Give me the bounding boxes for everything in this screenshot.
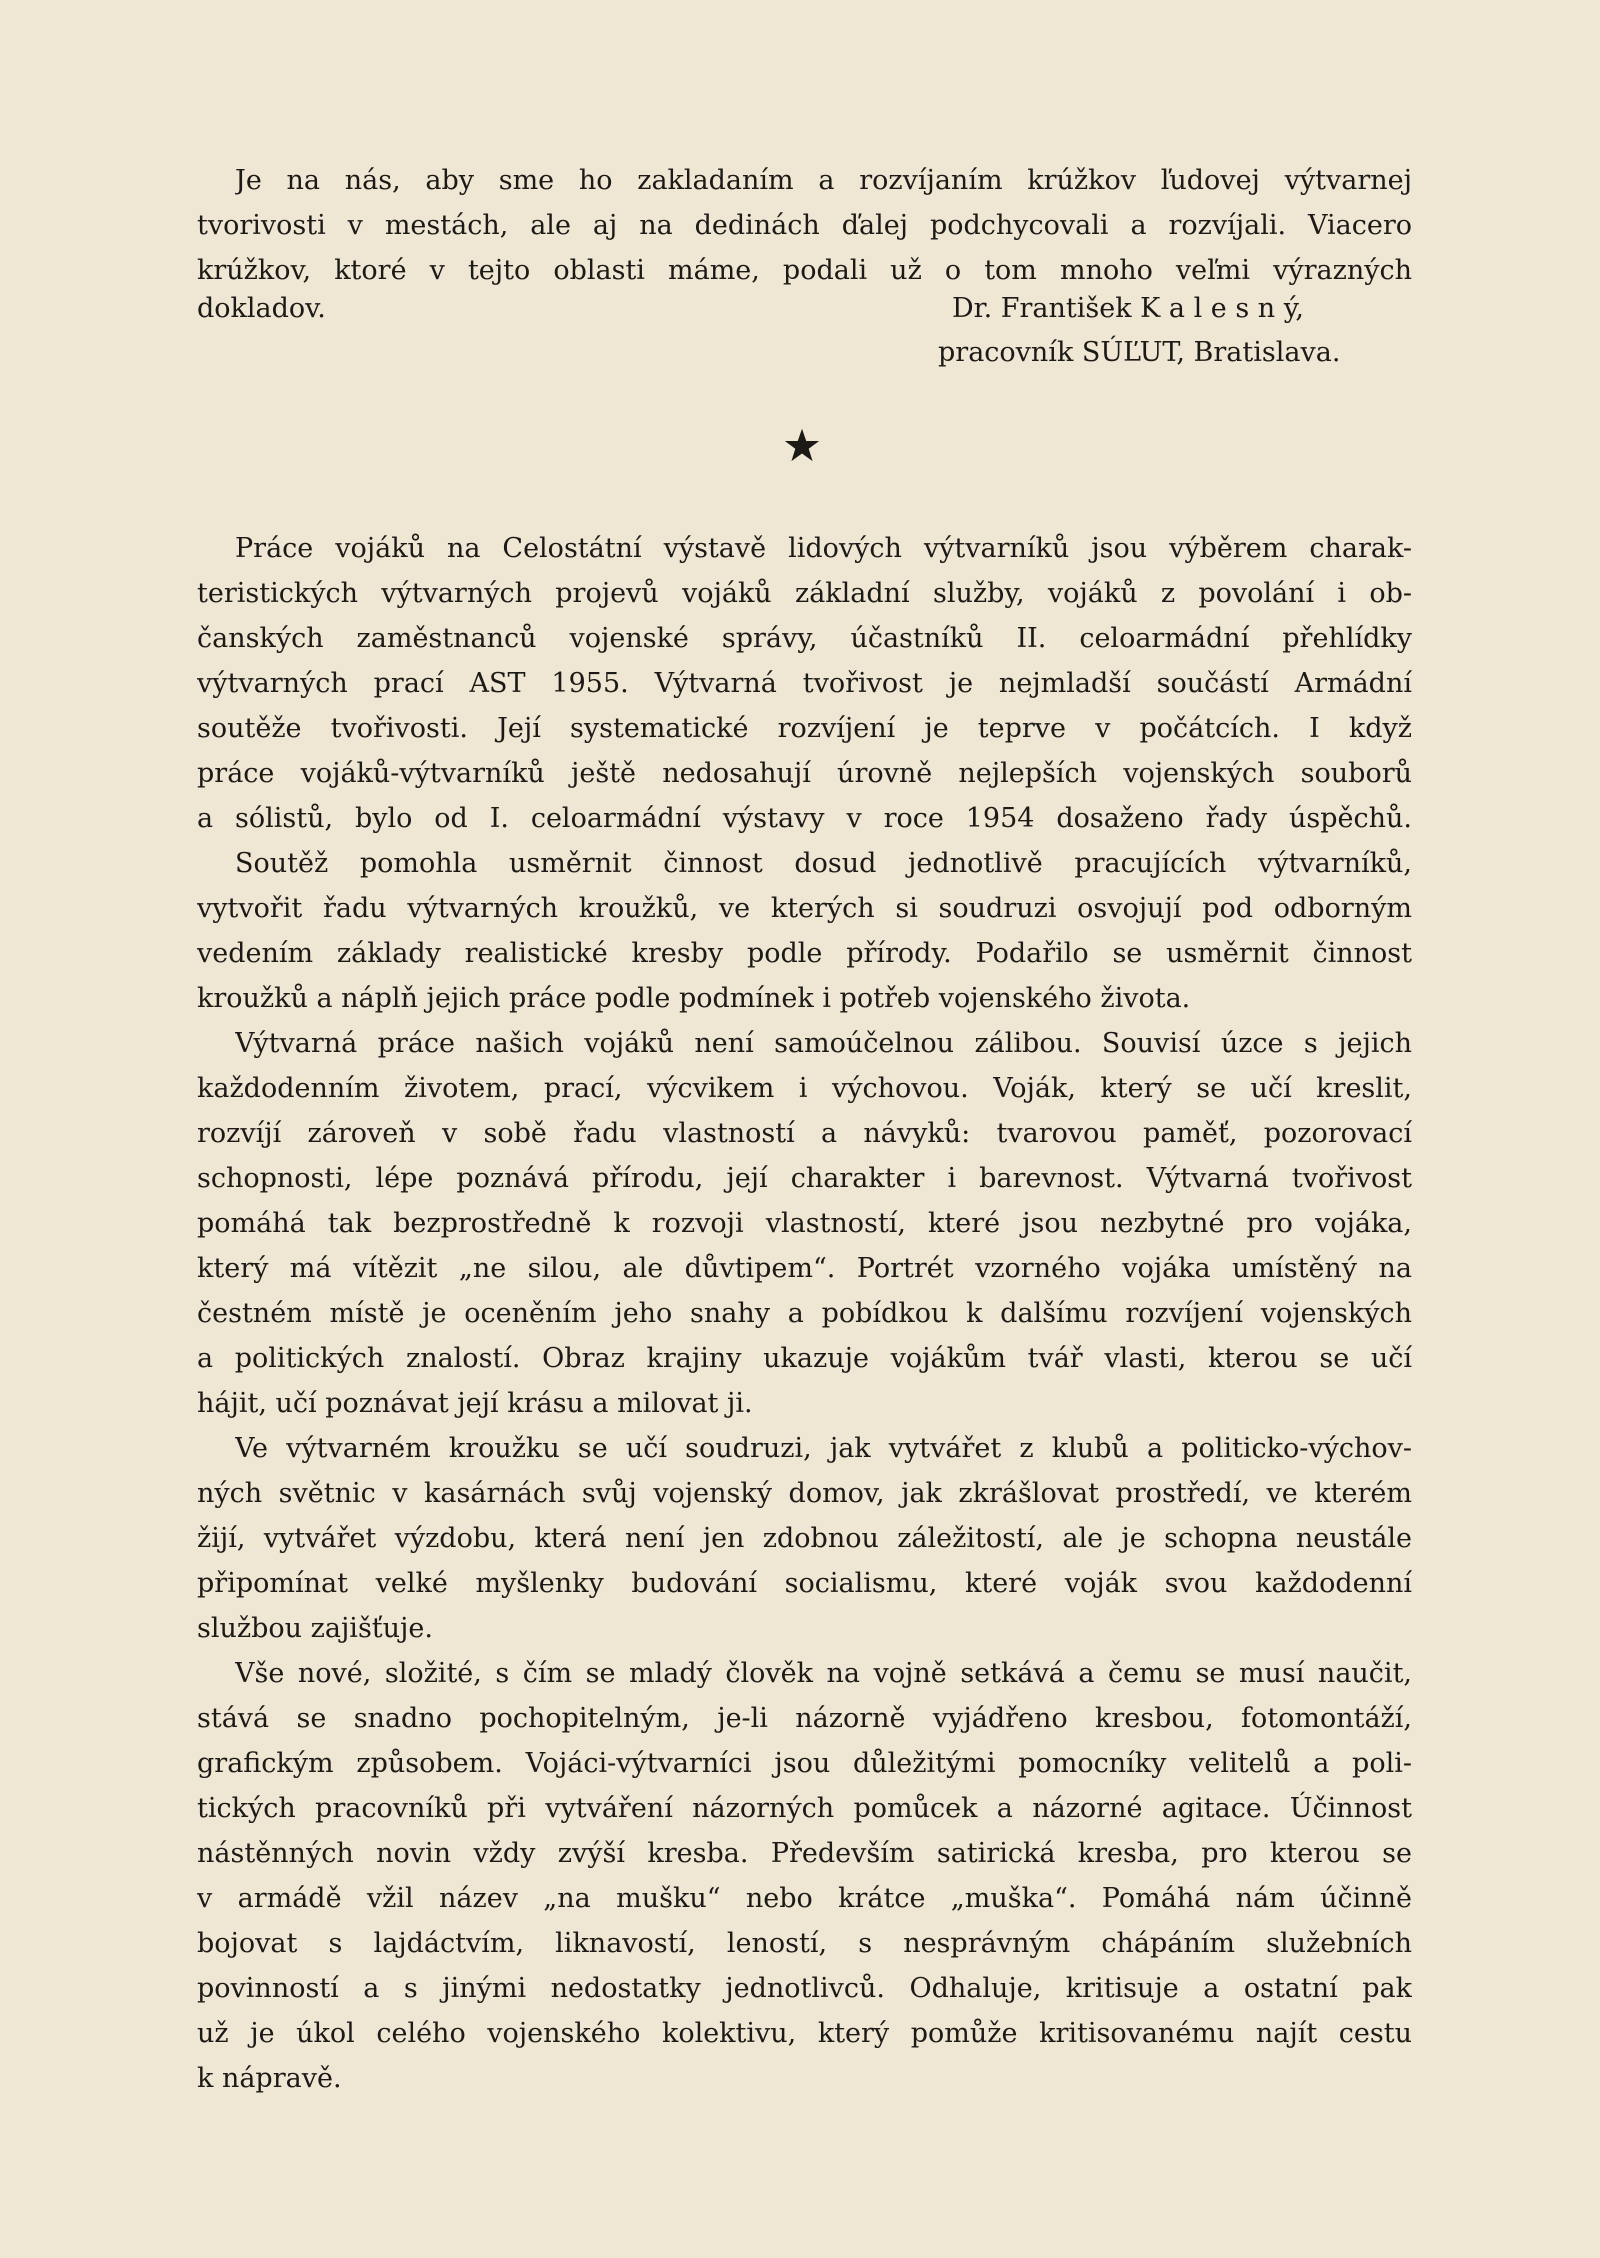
text-line: a sólistů, bylo od I. celoarmádní výstavy v roce 1954 dosaženo řady úspěchů. (197, 803, 1412, 834)
text-line: vedením základy realistické kresby podle přírody. Podařilo se usměrnit činnost (197, 938, 1412, 969)
text-line: připomínat velké myšlenky budování socialismu, které voják svou každodenní (197, 1568, 1412, 1599)
text-line: kroužků a náplň jejich práce podle podmínek i potřeb vojenského života. (197, 983, 1191, 1014)
text-line: službou zajišťuje. (197, 1613, 433, 1644)
star-shape (785, 429, 819, 461)
text-line: nástěnných novin vždy zvýší kresba. Především satirická kresba, pro kterou se (197, 1838, 1412, 1869)
text-line: grafickým způsobem. Vojáci-výtvarníci jsou důležitými pomocníky velitelů a poli- (197, 1748, 1412, 1779)
star-icon (784, 428, 820, 464)
text-line: v armádě vžil název „na mušku“ nebo krátce „muška“. Pomáhá nám účinně (197, 1883, 1412, 1914)
text-line: dokladov. (197, 293, 326, 324)
text-line: vytvořit řadu výtvarných kroužků, ve kterých si soudruzi osvojují pod odborným (197, 893, 1412, 924)
text-line: tvorivosti v mestách, ale aj na dedinách ďalej podchycovali a rozvíjali. Viacero (197, 210, 1412, 241)
text-line: schopnosti, lépe poznává přírodu, její charakter i barevnost. Výtvarná tvořivost (197, 1163, 1412, 1194)
text-line: pomáhá tak bezprostředně k rozvoji vlastností, které jsou nezbytné pro vojáka, (197, 1208, 1412, 1239)
text-line: čanských zaměstnanců vojenské správy, účastníků II. celoarmádní přehlídky (197, 623, 1412, 654)
text-line: povinností a s jinými nedostatky jednotlivců. Odhaluje, kritisuje a ostatní pak (197, 1973, 1412, 2004)
text-line: práce vojáků-výtvarníků ještě nedosahují úrovně nejlepších vojenských souborů (197, 758, 1412, 789)
text-line: teristických výtvarných projevů vojáků základní služby, vojáků z povolání i ob- (197, 578, 1412, 609)
text-line: výtvarných prací AST 1955. Výtvarná tvořivost je nejmladší součástí Armádní (197, 668, 1412, 699)
text-line: Ve výtvarném kroužku se učí soudruzi, jak vytvářet z klubů a politicko-výchov- (235, 1433, 1412, 1464)
text-line: krúžkov, ktoré v tejto oblasti máme, podali už o tom mnoho veľmi výrazných (197, 255, 1412, 286)
author-name: Dr. František K a l e s n ý, (952, 293, 1305, 324)
text-line: který má vítězit „ne silou, ale důvtipem“. Portrét vzorného vojáka umístěný na (197, 1253, 1412, 1284)
text-line: Výtvarná práce našich vojáků není samoúčelnou zálibou. Souvisí úzce s jejich (235, 1028, 1412, 1059)
text-line: Práce vojáků na Celostátní výstavě lidových výtvarníků jsou výběrem charak- (235, 533, 1412, 564)
text-line: k nápravě. (197, 2063, 342, 2094)
text-line: už je úkol celého vojenského kolektivu, který pomůže kritisovanému najít cestu (197, 2018, 1412, 2049)
text-line: tických pracovníků při vytváření názorných pomůcek a názorné agitace. Účinnost (197, 1793, 1412, 1824)
text-line: soutěže tvořivosti. Její systematické rozvíjení je teprve v počátcích. I když (197, 713, 1412, 744)
text-line: Vše nové, složité, s čím se mladý člověk na vojně setkává a čemu se musí naučit, (235, 1658, 1412, 1689)
text-line: žijí, vytvářet výzdobu, která není jen zdobnou záležitostí, ale je schopna neustále (197, 1523, 1412, 1554)
text-line: hájit, učí poznávat její krásu a milovat ji. (197, 1388, 753, 1419)
text-line: stává se snadno pochopitelným, je-li názorně vyjádřeno kresbou, fotomontáží, (197, 1703, 1412, 1734)
text-line: každodenním životem, prací, výcvikem i výchovou. Voják, který se učí kreslit, (197, 1073, 1412, 1104)
text-line: a politických znalostí. Obraz krajiny ukazuje vojákům tvář vlasti, kterou se učí (197, 1343, 1412, 1374)
text-line: čestném místě je oceněním jeho snahy a pobídkou k dalšímu rozvíjení vojenských (197, 1298, 1412, 1329)
text-line: ných světnic v kasárnách svůj vojenský domov, jak zkrášlovat prostředí, ve kterém (197, 1478, 1412, 1509)
text-line: rozvíjí zároveň v sobě řadu vlastností a návyků: tvarovou paměť, pozorovací (197, 1118, 1412, 1149)
author-position: pracovník SÚĽUT, Bratislava. (938, 337, 1341, 368)
text-line: Soutěž pomohla usměrnit činnost dosud jednotlivě pracujících výtvarníků, (235, 848, 1412, 879)
text-line: Je na nás, aby sme ho zakladaním a rozvíjaním krúžkov ľudovej výtvarnej (235, 165, 1412, 196)
text-line: bojovat s lajdáctvím, liknavostí, leností, s nesprávným chápáním služebních (197, 1928, 1412, 1959)
